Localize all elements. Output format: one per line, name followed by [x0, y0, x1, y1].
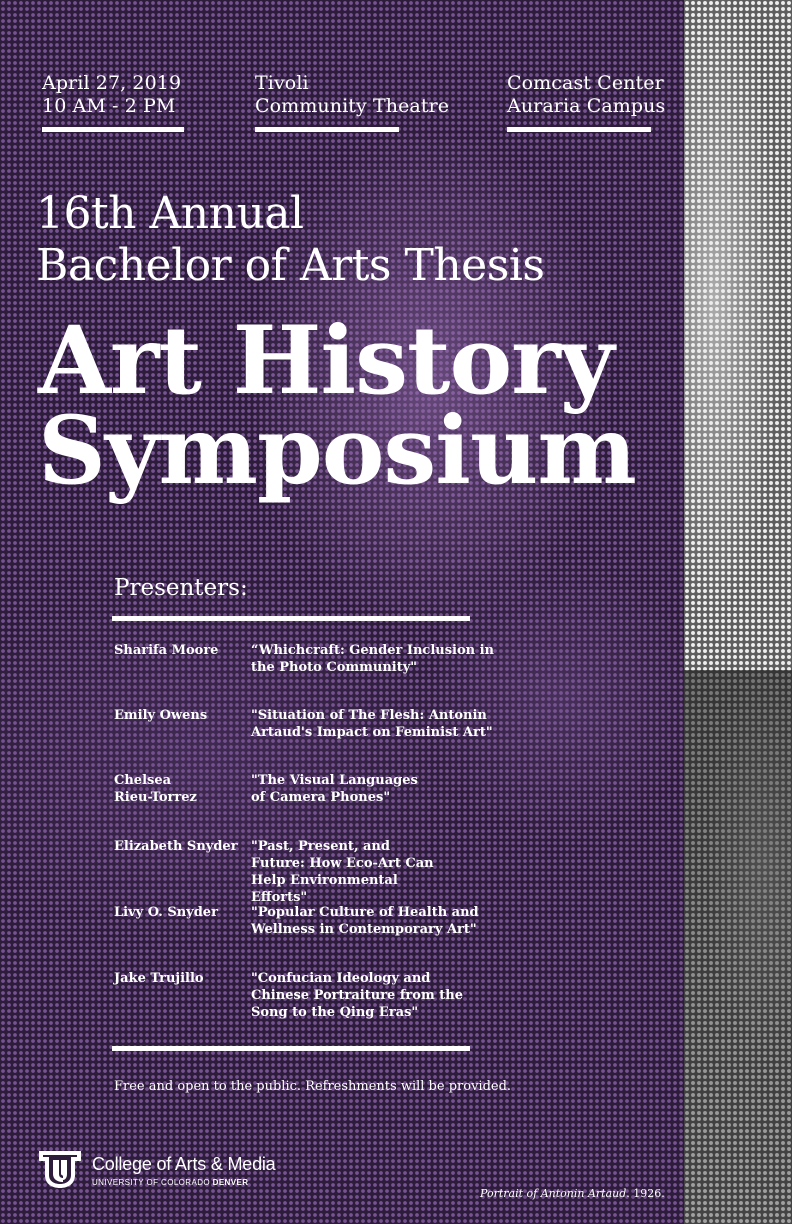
event-time-text: 10 AM - 2 PM	[42, 95, 176, 117]
location-underline	[507, 127, 651, 132]
page-title	[38, 306, 636, 506]
date-underline	[42, 127, 184, 132]
photo-caption	[480, 1187, 665, 1200]
presenter-name: Emily Owens	[114, 708, 208, 723]
presenters-bottom-rule	[112, 1046, 470, 1051]
subtitle-line-1: 16th Annual	[36, 188, 304, 239]
event-subtitle	[36, 188, 544, 292]
presentation-title: “Whichcraft: Gender Inclusion in the Photo Community"	[251, 643, 495, 675]
presentation-title: "Popular Culture of Health and Wellness in Contemporary Art"	[251, 905, 479, 937]
caption-year: . 1926.	[626, 1187, 665, 1200]
venue-line-1: Tivoli	[255, 72, 309, 94]
admission-note: Free and open to the public. Refreshments will be provided.	[114, 1079, 512, 1094]
presentation-title: "Past, Present, and Future: How Eco-Art Can Help Environmental Efforts"	[251, 839, 434, 905]
presentation-title: "The Visual Languages of Camera Phones"	[251, 773, 418, 805]
title-line-2: Symposium	[38, 396, 636, 506]
college-logo	[36, 1147, 306, 1195]
presenter-name: Sharifa Moore	[114, 643, 219, 658]
location-line-2: Auraria Campus	[507, 95, 666, 117]
presenter-name: Chelsea Rieu-Torrez	[114, 773, 197, 805]
event-venue	[255, 72, 449, 118]
college-name: College of Arts & Media	[92, 1154, 276, 1174]
venue-line-2: Community Theatre	[255, 95, 450, 117]
presenter-name: Jake Trujillo	[114, 971, 204, 986]
presenter-name: Livy O. Snyder	[114, 905, 218, 920]
presenters-top-rule	[112, 616, 470, 621]
university-campus: DENVER	[212, 1178, 249, 1187]
presenters-heading: Presenters:	[114, 575, 248, 601]
presentation-title: "Situation of The Flesh: Antonin Artaud's Impact on Feminist Art"	[251, 708, 493, 740]
presentation-title: "Confucian Ideology and Chinese Portraiture from the Song to the Qing Eras"	[251, 971, 463, 1020]
gray-strip-shadow	[684, 670, 792, 1224]
venue-underline	[255, 127, 399, 132]
university-name	[92, 1178, 248, 1187]
event-date-text: April 27, 2019	[42, 72, 182, 94]
caption-title: Portrait of Antonin Artaud	[480, 1187, 627, 1200]
location-line-1: Comcast Center	[507, 72, 664, 94]
halftone-gray-strip	[684, 0, 792, 1224]
title-line-1: Art History	[38, 306, 614, 416]
university-prefix: UNIVERSITY OF COLORADO	[92, 1178, 211, 1187]
presenter-name: Elizabeth Snyder	[114, 839, 238, 854]
cu-logo-icon	[36, 1147, 84, 1191]
event-location	[507, 72, 665, 118]
subtitle-line-2: Bachelor of Arts Thesis	[36, 240, 545, 291]
event-date	[42, 72, 181, 118]
